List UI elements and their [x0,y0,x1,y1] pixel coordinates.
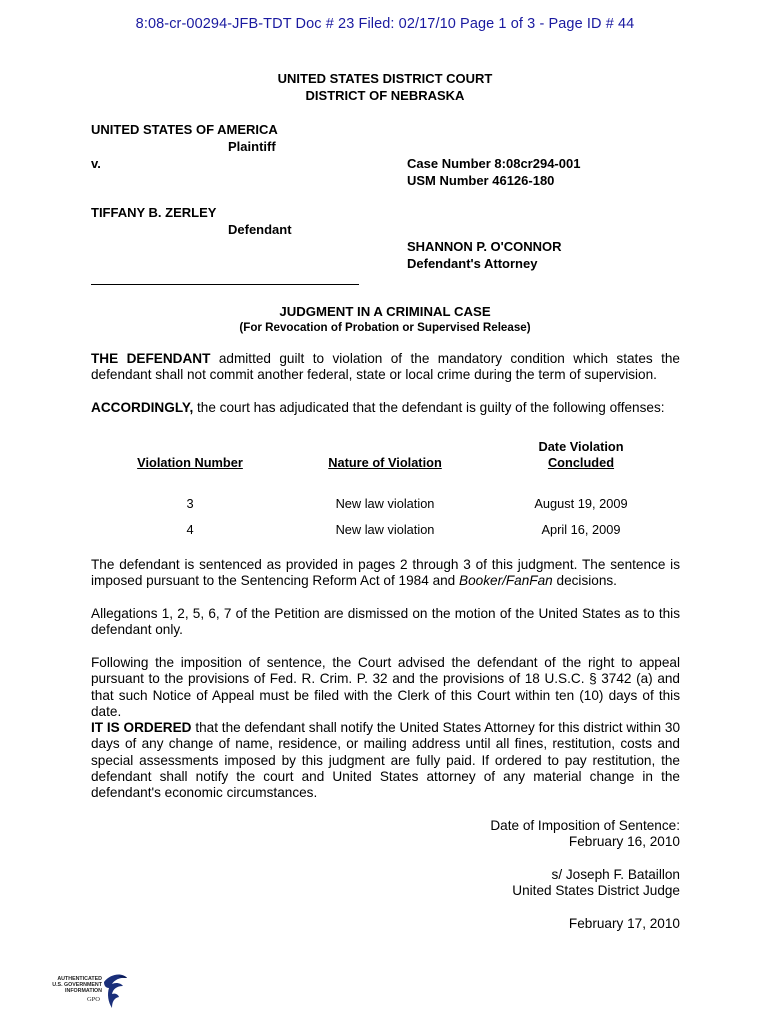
table-cell-nature: New law violation [335,522,435,537]
gpo-line3: INFORMATION [65,988,102,995]
booker-fanfan: Booker/FanFan [459,573,553,589]
col-header-date [511,439,651,471]
plaintiff-role: Plaintiff [228,139,276,154]
allegations-paragraph: Allegations 1, 2, 5, 6, 7 of the Petition are dismissed on the motion of the United States as to this defendant only. [91,606,680,638]
gpo-text [40,976,102,1003]
case-number: Case Number 8:08cr294-001 [407,156,581,171]
gpo-line2: U.S. GOVERNMENT [52,982,102,989]
ordered-text: that the defendant shall notify the United States Attorney for this district within 30 days of any change of name, residence, or mailing address until all fines, restitution, costs and special assessments imposed by this judgment are fully paid. If ordered to pay restitution, the defendant shall notify the court and United States attorney of any material change in the defendant's economic circumstances. [91,720,681,801]
signed-date: February 17, 2010 [568,916,680,931]
defendant-lead: THE DEFENDANT [91,351,211,366]
defendant-role: Defendant [228,222,292,237]
accordingly-paragraph [91,400,680,416]
eagle-icon [100,972,130,1014]
ordered-lead: IT IS ORDERED [91,720,192,735]
attorney-role: Defendant's Attorney [407,256,538,271]
attorney-name: SHANNON P. O'CONNOR [407,239,562,254]
gpo-mark: GPO [86,995,100,1003]
imposition-date: February 16, 2010 [568,834,680,849]
sentenced-text-end: decisions. [552,573,617,589]
appeal-paragraph: Following the imposition of sentence, the Court advised the defendant of the right to appeal pursuant to the provisions of Fed. R. Crim. P. 32 and the provisions of 18 U.S.C. § 3742 (a) and that such Notice of Appeal must be filed with the Clerk of this Court within ten (10) days of this date. [91,655,680,719]
col-header-nature: Nature of Violation [328,455,442,470]
col-header-date-line2: Concluded [547,455,615,470]
table-cell-nature: New law violation [335,496,435,511]
signer-title: United States District Judge [512,883,680,898]
sentenced-paragraph [91,557,680,590]
defendant-text: admitted guilt to violation of the mandatory condition which states the defendant shall not commit another federal, state or local crime during the term of supervision. [91,351,680,383]
usm-number: USM Number 46126-180 [407,173,555,188]
col-header-violation-number: Violation Number [137,455,243,470]
accordingly-text: the court has adjudicated that the defendant is guilty of the following offenses: [193,400,665,415]
sentenced-text: The defendant is sentenced as provided in pages 2 through 3 of this judgment. The sentence is imposed pursuant to the Sentencing Reform Act of 1984 and [91,557,680,589]
ordered-paragraph [91,720,680,801]
defendant-name: TIFFANY B. ZERLEY [91,205,217,220]
judgment-title: JUDGMENT IN A CRIMINAL CASE [279,304,491,319]
accordingly-lead: ACCORDINGLY, [91,400,194,415]
caption-divider [91,284,359,285]
table-cell-date: August 19, 2009 [534,496,628,511]
versus: v. [91,156,101,171]
filing-header: 8:08-cr-00294-JFB-TDT Doc # 23 Filed: 02/17/10 Page 1 of 3 - Page ID # 44 [135,16,635,32]
gpo-authentication-logo [40,972,132,1016]
col-header-date-line1: Date Violation [538,439,624,454]
table-cell-date: April 16, 2009 [541,522,621,537]
judgment-subtitle: (For Revocation of Probation or Supervised Release) [239,321,531,334]
plaintiff-name: UNITED STATES OF AMERICA [91,122,278,137]
gpo-line1: AUTHENTICATED [57,976,102,982]
signer-name: s/ Joseph F. Bataillon [551,867,680,882]
court-name: UNITED STATES DISTRICT COURT [277,71,493,86]
defendant-paragraph [91,351,680,384]
imposition-label: Date of Imposition of Sentence: [490,818,680,833]
court-district: DISTRICT OF NEBRASKA [305,88,465,103]
table-cell-number: 4 [186,522,194,537]
table-cell-number: 3 [186,496,194,511]
